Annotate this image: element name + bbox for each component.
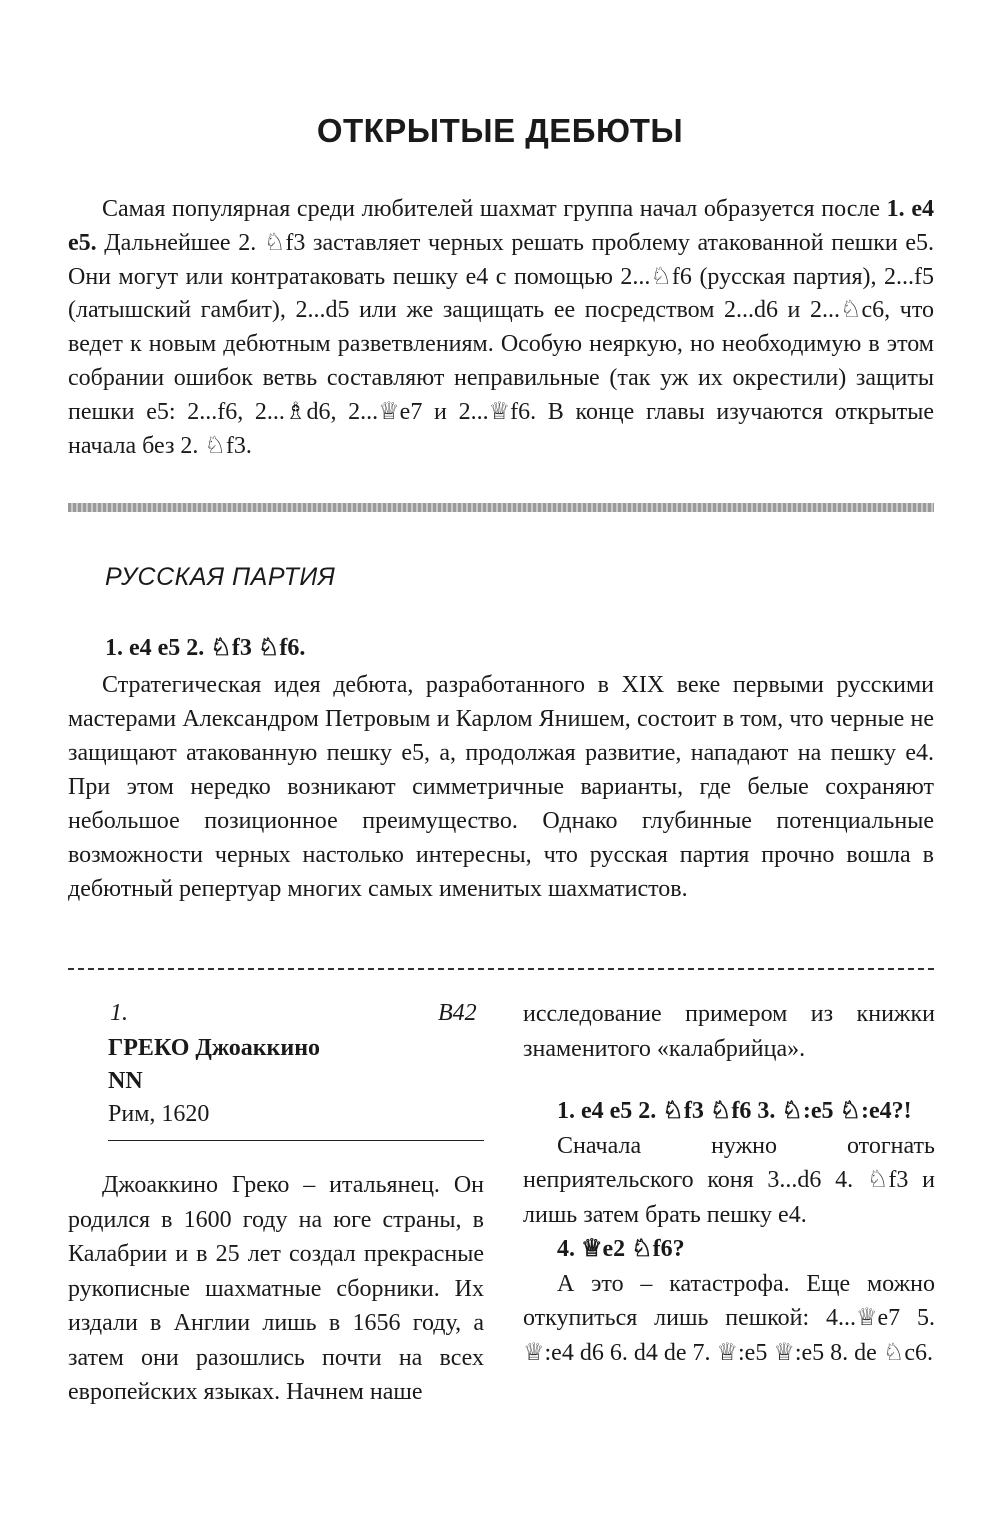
game-number: 1. bbox=[110, 1000, 128, 1026]
section-divider bbox=[68, 503, 934, 512]
comment-2: А это – катастрофа. Еще можно откупиться лишь пешкой: 4...♕e7 5. ♕:e4 d6 6. d4 de 7. ♕:e5 ♕:e5 8. de ♘c6. bbox=[523, 1270, 935, 1366]
opening-moves: 1. e4 e5 2. ♘f3 ♘f6. bbox=[105, 635, 306, 661]
intro-text-rest: Дальнейшее 2. ♘f3 заставляет черных решать проблему атакованной пешки e5. Они могут или контратаковать пешку e4 с помощью 2...♘f6 (русская партия), 2...f5 (латышский гамбит), 2...d5 или же защищать ее посредством 2...d6 и 2...♘c6, что ведет к новым дебютным разветвлениям. Особую неяркую, но необходимую в этом собрании ошибок ветвь составляют неправильные (так уж их окрестили) защиты пешки e5: 2...f6, 2...♗d6, 2...♕e7 и 2...♕f6. В конце главы изучаются открытые начала без 2. ♘f3. bbox=[68, 229, 934, 459]
eco-code: B42 bbox=[438, 1000, 477, 1026]
moves-line-1: 1. e4 e5 2. ♘f3 ♘f6 3. ♘:e5 ♘:e4?! bbox=[557, 1098, 912, 1124]
comment-1: Сначала нужно отогнать неприятельского коня 3...d6 4. ♘f3 и лишь затем брать пешку e4. bbox=[523, 1132, 935, 1228]
chapter-title: ОТКРЫТЫЕ ДЕБЮТЫ bbox=[316, 112, 684, 149]
intro-paragraph bbox=[68, 193, 934, 463]
moves-line-2: 4. ♕e2 ♘f6? bbox=[557, 1236, 685, 1262]
game-place: Рим, 1620 bbox=[108, 1101, 210, 1127]
section-paragraph: Стратегическая идея дебюта, разработанного в XIX веке первыми русскими мастерами Александром Петровым и Карлом Янишем, состоит в том, что черные не защищают атакованную пешку e5, а, продолжая развитие, нападают на пешку e4. При этом нередко возникают симметричные варианты, где белые сохраняют небольшое позиционное преимущество. Однако глубинные потенциальные возможности черных настолько интересны, что русская партия прочно вошла в дебютный репертуар многих самых именитых шахматистов. bbox=[68, 672, 934, 902]
intro-text-start: Самая популярная среди любителей шахмат группа начал образуется после bbox=[102, 196, 887, 222]
dashed-divider bbox=[68, 968, 934, 970]
intro-bold-moves: 1. e4 e5. bbox=[68, 196, 934, 256]
player-black: NN bbox=[108, 1068, 143, 1094]
header-underline bbox=[108, 1140, 484, 1141]
player-white: ГРЕКО Джоаккино bbox=[108, 1035, 321, 1061]
game-intro-left: Джоаккино Греко – итальянец. Он родился в 1600 году на юге страны, в Калабрии и в 25 лет создал прекрасные рукописные шахматные сборники. Их издали в Англии лишь в 1656 году, а затем они разошлись почти на всех европейских языках. Начнем наше bbox=[68, 1172, 484, 1405]
game-intro-right: исследование примером из книжки знаменитого «калабрийца». bbox=[523, 1001, 935, 1062]
right-column bbox=[523, 997, 935, 1370]
section-title: РУССКАЯ ПАРТИЯ bbox=[105, 563, 336, 591]
